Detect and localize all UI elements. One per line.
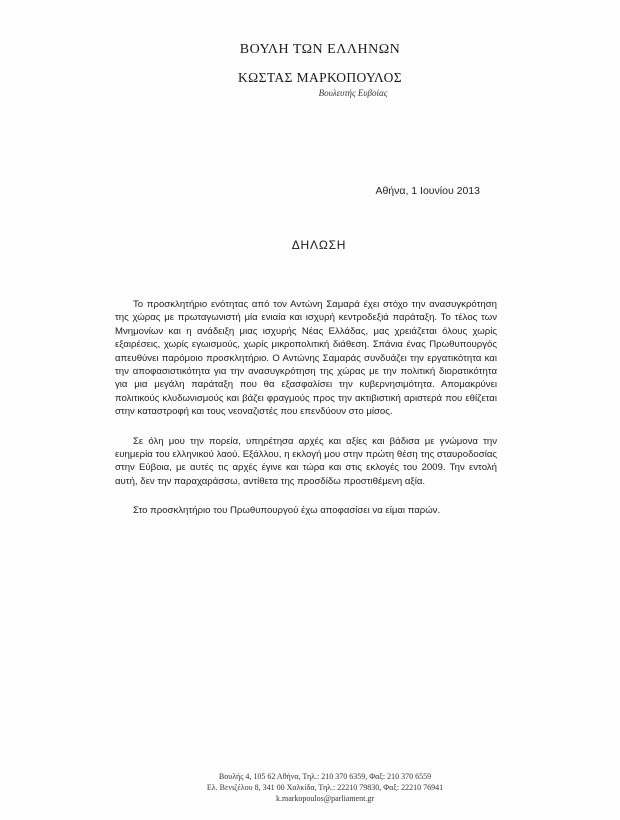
letterhead-role: Βουλευτής Ευβοίας [318, 88, 388, 98]
footer-address-chalkida: Ελ. Βενιζέλου 8, 341 00 Χαλκίδα, Τηλ.: 22210 79830, Φαξ: 22210 76941 [206, 783, 444, 792]
document-date: Αθήνα, 1 Ιουνίου 2013 [375, 185, 480, 197]
document-body [115, 298, 497, 534]
letterhead-parliament: ΒΟΥΛΗ ΤΩΝ ΕΛΛΗΝΩΝ [239, 42, 401, 57]
document-title-wrap [0, 238, 620, 252]
footer-contact [0, 771, 620, 804]
document-title: ΔΗΛΩΣΗ [291, 238, 347, 252]
paragraph-3: Στο προσκλητήριο του Πρωθυπουργού έχω αποφασίσει να είμαι παρών. [133, 505, 441, 517]
letterhead-name: ΚΩΣΤΑΣ ΜΑΡΚΟΠΟΥΛΟΣ [237, 70, 403, 85]
footer-address-athens: Βουλής 4, 105 62 Αθήνα, Τηλ.: 210 370 6359, Φαξ: 210 370 6559 [218, 772, 432, 781]
letterhead [0, 42, 620, 98]
paragraph-1: Το προσκλητήριο ενότητας από τον Αντώνη Σαμαρά έχει στόχο την ανασυγκρότηση της χώρας με πρωταγωνιστή μία ενιαία και ισχυρή κεντροδεξιά παράταξη. Το τέλος των Μνημονίων και η ανάδειξη μιας ισχυρής Νέας Ελλάδας, μας χρειάζεται όλους χωρίς εξαιρέσεις, χωρίς εγωισμούς, χωρίς μικροπολιτική διάθεση. Σπάνια ένας Πρωθυπουργός απευθύνει παρόμοιο προσκλητήριο. Ο Αντώνης Σαμαράς συνδυάζει την εργατικότητα και την αποφασιστικότητα για την ανασυγκρότηση της χώρας με την πολιτική διορατικότητα για μια μεγάλη παράταξη που θα εξασφαλίσει την κυβερνησιμότητα. Απομακρύνει πολιτικούς κλυδωνισμούς και βάζει φραγμούς προς την ακτιβιστική αριστερά που εθίζεται στην καταστροφή και τους νεοναζιστές που επενδύουν στο μίσος. [115, 299, 497, 418]
paragraph-2: Σε όλη μου την πορεία, υπηρέτησα αρχές και αξίες και βάδισα με γνώμονα την ευημερία του ελληνικού λαού. Εξάλλου, η εκλογή μου στην πρώτη θέση της σταυροδοσίας στην Εύβοια, με αυτές τις αρχές έγινε και τώρα και στις εκλογές του 2009. Την εντολή αυτή, δεν την παραχαράσσω, αντίθετα της προσδίδω προστιθέμενη αξία. [115, 435, 497, 487]
footer-email: k.markopoulos@parliament.gr [275, 794, 374, 803]
